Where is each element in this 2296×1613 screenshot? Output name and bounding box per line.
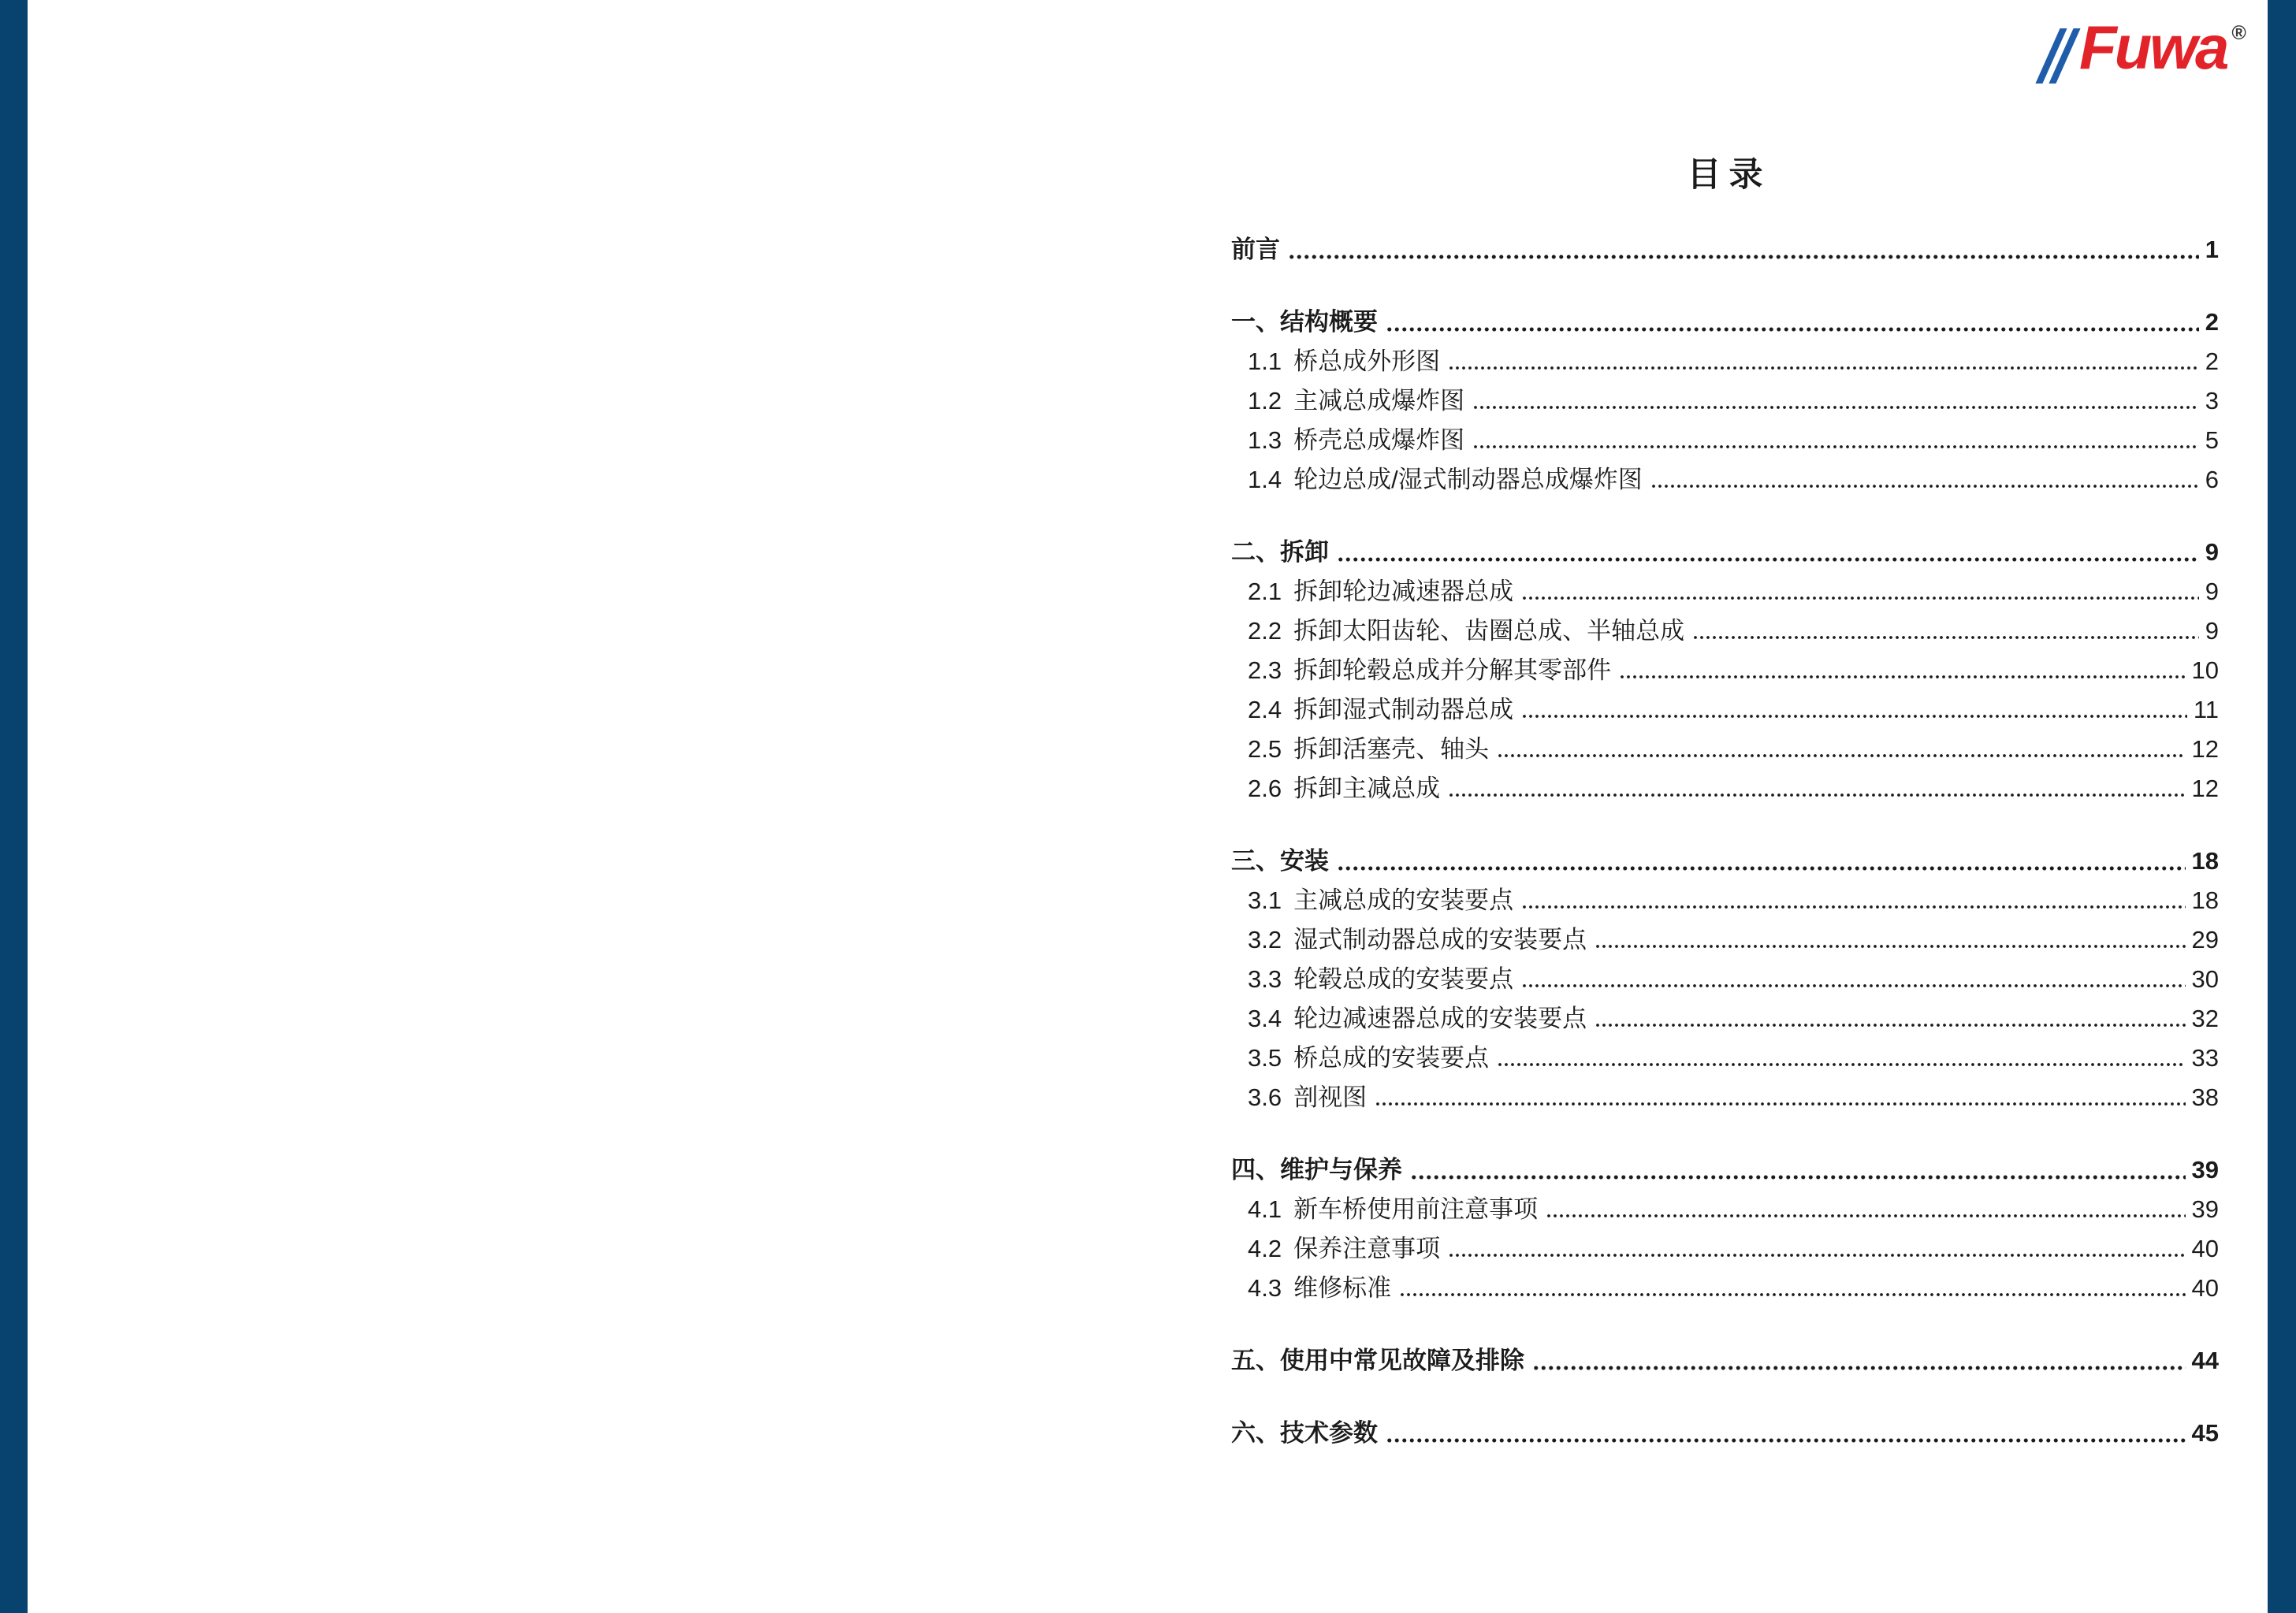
toc-item-page-number: 33 (2191, 1044, 2219, 1072)
toc-item-number: 3.3 (1248, 965, 1282, 993)
toc-section-row (1231, 1150, 2219, 1190)
toc-item-number: 3.5 (1248, 1044, 1282, 1072)
toc-item-number: 3.6 (1248, 1083, 1282, 1111)
toc-item-row (1231, 572, 2219, 611)
dotted-leader (1337, 556, 2199, 563)
page-title: 目录 (1687, 157, 1771, 194)
dotted-leader (1399, 1292, 2185, 1298)
toc-section-label: 前言 (1231, 236, 1280, 263)
toc-item-number: 1.2 (1248, 387, 1282, 414)
dotted-leader (1386, 1437, 2186, 1444)
toc-item-label: 桥总成外形图 (1293, 348, 1441, 375)
dotted-leader (1497, 1061, 2185, 1068)
toc-item-row (1231, 342, 2219, 381)
toc-item-number: 4.3 (1248, 1274, 1282, 1302)
dotted-leader (1448, 365, 2199, 371)
toc-item-page-number: 38 (2191, 1083, 2219, 1111)
toc-item-label: 轮边减速器总成的安装要点 (1293, 1005, 1587, 1032)
toc-item-number: 2.4 (1248, 696, 1282, 723)
toc-section-row (1231, 842, 2219, 881)
toc-item-page-number: 32 (2191, 1005, 2219, 1032)
toc-item-page-number: 12 (2191, 735, 2219, 763)
toc-item-page-number: 40 (2191, 1235, 2219, 1262)
toc-item-label: 保养注意事项 (1293, 1235, 1441, 1262)
toc-item-row (1231, 1269, 2219, 1308)
toc-item-label: 拆卸湿式制动器总成 (1293, 696, 1514, 723)
toc-item-label: 拆卸轮边减速器总成 (1293, 578, 1514, 605)
dotted-leader (1521, 983, 2185, 989)
toc-item-label: 主减总成爆炸图 (1293, 387, 1465, 414)
toc-section-row (1231, 1414, 2219, 1453)
dotted-leader (1595, 943, 2185, 950)
toc-section-label: 二、拆卸 (1231, 538, 1329, 566)
dotted-leader (1472, 404, 2199, 411)
toc-item-number: 2.1 (1248, 578, 1282, 605)
toc-item-page-number: 3 (2205, 387, 2219, 414)
toc-item-row (1231, 1190, 2219, 1229)
toc-item-row (1231, 920, 2219, 960)
table-of-contents (1231, 230, 2219, 1453)
toc-item-page-number: 18 (2191, 886, 2219, 914)
toc-item-page-number: 9 (2205, 617, 2219, 645)
toc-item-label: 桥壳总成爆炸图 (1293, 426, 1465, 454)
dotted-leader (1521, 595, 2199, 601)
toc-item-row (1231, 881, 2219, 920)
dotted-leader (1595, 1022, 2185, 1028)
dotted-leader (1410, 1174, 2186, 1180)
toc-item-label: 主减总成的安装要点 (1293, 886, 1514, 914)
toc-item-row (1231, 1078, 2219, 1117)
toc-item-label: 剖视图 (1293, 1083, 1368, 1111)
toc-item-page-number: 6 (2205, 466, 2219, 493)
toc-item-label: 拆卸活塞壳、轴头 (1293, 735, 1490, 763)
registered-trademark-symbol: ® (2231, 22, 2246, 44)
toc-item-label: 拆卸轮毂总成并分解其零部件 (1293, 656, 1612, 684)
toc-item-number: 1.3 (1248, 426, 1282, 454)
toc-section-label: 六、技术参数 (1231, 1419, 1378, 1447)
toc-item-page-number: 2 (2205, 348, 2219, 375)
toc-item-number: 3.2 (1248, 926, 1282, 953)
toc-item-number: 2.5 (1248, 735, 1282, 763)
logo-brand-text: Fuwa (2079, 13, 2227, 82)
toc-section-label: 三、安装 (1231, 847, 1329, 875)
toc-section-label: 一、结构概要 (1231, 308, 1378, 336)
toc-section-label: 四、维护与保养 (1231, 1156, 1402, 1184)
toc-item-row (1231, 651, 2219, 690)
toc-item-number: 4.1 (1248, 1195, 1282, 1223)
toc-item-number: 4.2 (1248, 1235, 1282, 1262)
toc-section-page-number: 18 (2191, 847, 2219, 875)
toc-section-page-number: 39 (2191, 1156, 2219, 1184)
dotted-leader (1472, 444, 2199, 450)
toc-item-row (1231, 1229, 2219, 1269)
toc-item-row (1231, 460, 2219, 500)
dotted-leader (1448, 1252, 2185, 1258)
toc-item-label: 新车桥使用前注意事项 (1293, 1195, 1539, 1223)
toc-item-label: 轮毂总成的安装要点 (1293, 965, 1514, 993)
toc-item-label: 拆卸太阳齿轮、齿圈总成、半轴总成 (1293, 617, 1685, 645)
toc-item-number: 2.2 (1248, 617, 1282, 645)
dotted-leader (1692, 634, 2199, 641)
toc-section-label: 五、使用中常见故障及排除 (1231, 1347, 1524, 1374)
toc-section-row (1231, 230, 2219, 269)
dotted-leader (1532, 1365, 2186, 1371)
toc-item-number: 1.1 (1248, 348, 1282, 375)
toc-item-label: 轮边总成/湿式制动器总成爆炸图 (1293, 466, 1643, 493)
toc-item-number: 1.4 (1248, 466, 1282, 493)
toc-item-page-number: 10 (2191, 656, 2219, 684)
dotted-leader (1650, 483, 2199, 489)
toc-item-page-number: 30 (2191, 965, 2219, 993)
dotted-leader (1497, 753, 2185, 759)
toc-item-row (1231, 960, 2219, 999)
toc-section-row (1231, 303, 2219, 342)
toc-item-row (1231, 730, 2219, 769)
toc-item-row (1231, 769, 2219, 808)
dotted-leader (1288, 254, 2199, 260)
left-edge-bar (0, 0, 28, 1613)
toc-item-label: 维修标准 (1293, 1274, 1392, 1302)
toc-section-page-number: 9 (2205, 538, 2219, 566)
dotted-leader (1448, 792, 2185, 798)
toc-item-page-number: 9 (2205, 578, 2219, 605)
dotted-leader (1521, 904, 2185, 910)
dotted-leader (1375, 1101, 2185, 1107)
toc-section-row (1231, 533, 2219, 572)
toc-item-page-number: 5 (2205, 426, 2219, 454)
toc-item-row (1231, 1039, 2219, 1078)
toc-item-page-number: 39 (2191, 1195, 2219, 1223)
toc-item-number: 3.1 (1248, 886, 1282, 914)
toc-item-label: 湿式制动器总成的安装要点 (1293, 926, 1587, 953)
right-edge-bar (2268, 0, 2296, 1613)
toc-item-number: 2.6 (1248, 775, 1282, 802)
toc-item-page-number: 11 (2193, 696, 2219, 723)
toc-item-row (1231, 690, 2219, 730)
toc-section-page-number: 2 (2205, 308, 2219, 336)
toc-section-row (1231, 1341, 2219, 1381)
logo-slashes-icon (2035, 28, 2080, 84)
fuwa-logo (2048, 13, 2246, 84)
toc-item-row (1231, 381, 2219, 421)
toc-item-label: 拆卸主减总成 (1293, 775, 1441, 802)
dotted-leader (1546, 1213, 2185, 1219)
toc-item-label: 桥总成的安装要点 (1293, 1044, 1490, 1072)
toc-item-row (1231, 611, 2219, 651)
toc-section-page-number: 44 (2191, 1347, 2219, 1374)
toc-item-page-number: 29 (2191, 926, 2219, 953)
dotted-leader (1386, 326, 2199, 333)
toc-item-page-number: 40 (2191, 1274, 2219, 1302)
toc-section-page-number: 1 (2205, 236, 2219, 263)
toc-item-row (1231, 421, 2219, 460)
dotted-leader (1337, 865, 2186, 872)
toc-item-row (1231, 999, 2219, 1039)
dotted-leader (1521, 713, 2187, 719)
dotted-leader (1619, 674, 2185, 680)
toc-item-number: 2.3 (1248, 656, 1282, 684)
toc-item-page-number: 12 (2191, 775, 2219, 802)
toc-item-number: 3.4 (1248, 1005, 1282, 1032)
toc-section-page-number: 45 (2191, 1419, 2219, 1447)
